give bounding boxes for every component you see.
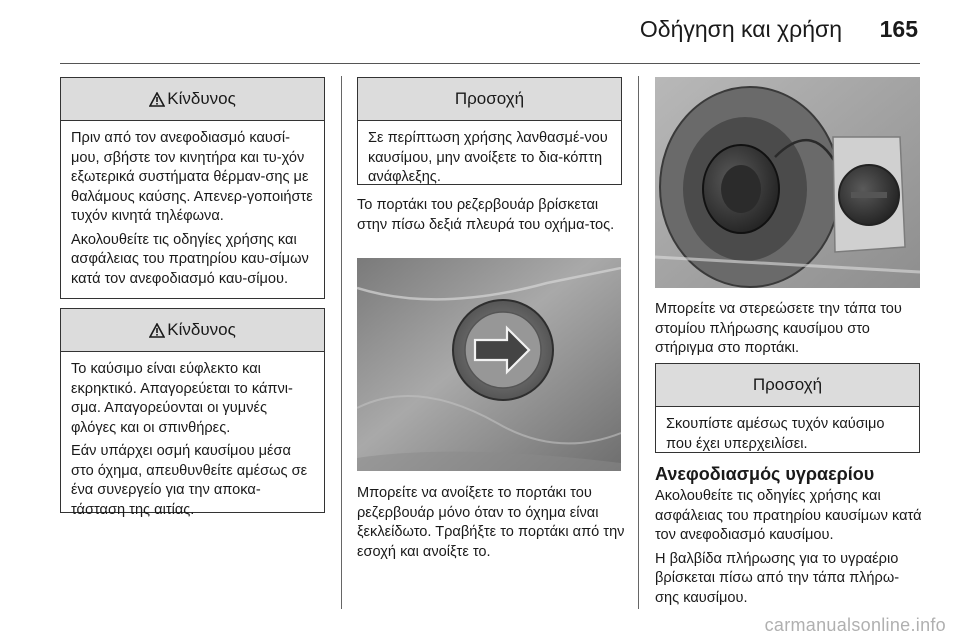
fuel-door-open-text <box>357 484 625 566</box>
warning-icon <box>149 92 165 107</box>
danger-box-1-header <box>61 78 324 121</box>
danger-box-2-header <box>61 309 324 352</box>
fuel-door-location-text <box>357 196 625 239</box>
lpg-section-body <box>655 487 923 612</box>
fuel-cap-holder-paragraph: Μπορείτε να στερεώσετε την τάπα του στομίου πλήρωσης καυσίμου στο στήριγμα στο πορτάκι. <box>655 301 902 356</box>
caution-box-2-body <box>656 407 919 454</box>
danger-box-1 <box>60 77 325 299</box>
fuel-door-open-paragraph: Μπορείτε να ανοίξετε το πορτάκι του ρεζερβουάρ μόνο όταν το όχημα είναι ξεκλείδωτο. Τραβήξτε το πορτάκι από την εσοχή και ανοίξτε το. <box>357 485 625 560</box>
page-number: 165 <box>879 16 918 42</box>
danger-box-1-paragraph-2: Ακολουθείτε τις οδηγίες χρήσης και ασφάλειας του πρατηρίου καυ-σίμων κατά τον ανεφοδιασμό καυ-σίμου. <box>71 231 309 287</box>
danger-box-1-paragraph-1: Πριν από τον ανεφοδιασμό καυσί-μου, σβήστε τον κινητήρα και τυ-χόν εξωτερικά συστήματα θέρμαν-σης με θαλάμους καύσης. Απενερ-γοποιήστε τυχόν κινητά τηλέφωνα. <box>71 130 313 224</box>
fuel-door-photo <box>357 258 621 471</box>
header-rule <box>60 63 920 64</box>
column-divider-1 <box>341 76 342 609</box>
danger-box-2-paragraph-1: Το καύσιμο είναι εύφλεκτο και εκρηκτικό. Απαγορεύεται το κάπνι-σμα. Απαγορεύονται οι γυμνές φλόγες και οι σπινθήρες. <box>71 361 293 436</box>
caution-box-1-title: Προσοχή <box>454 89 525 108</box>
danger-box-2-paragraph-2: Εάν υπάρχει οσμή καυσίμου μέσα στο όχημα, απευθυνθείτε αμέσως σε ένα συνεργείο για την αποκα-τάσταση της αιτίας. <box>71 443 308 518</box>
caution-box-1-header <box>358 78 621 121</box>
caution-box-1 <box>357 77 622 185</box>
warning-icon <box>149 323 165 338</box>
caution-box-2 <box>655 363 920 453</box>
caution-box-2-text: Σκουπίστε αμέσως τυχόν καύσιμο που έχει υπερχειλίσει. <box>666 416 885 452</box>
lpg-section-heading: Ανεφοδιασμός υγραερίου <box>655 464 875 484</box>
danger-box-2 <box>60 308 325 518</box>
column-divider-2 <box>638 76 639 609</box>
watermark: carmanualsonline.info <box>764 615 946 635</box>
page-title: Οδήγηση και χρήση <box>639 16 842 42</box>
caution-box-2-title: Προσοχή <box>752 375 823 394</box>
lpg-paragraph-1: Ακολουθείτε τις οδηγίες χρήσης και ασφάλειας του πρατηρίου καυσίμων κατά τον ανεφοδιασμό καυσίμου. <box>655 488 922 543</box>
danger-box-2-body <box>61 352 324 520</box>
caution-box-2-header <box>656 364 919 407</box>
fuel-cap-photo <box>655 77 920 288</box>
danger-box-1-title: Κίνδυνος <box>167 89 236 108</box>
page-header <box>0 0 960 64</box>
lpg-paragraph-2: Η βαλβίδα πλήρωσης για το υγραέριο βρίσκεται πίσω από την τάπα πλήρω-σης καυσίμου. <box>655 550 900 606</box>
caution-box-1-body <box>358 121 621 188</box>
fuel-door-location-paragraph: Το πορτάκι του ρεζερβουάρ βρίσκεται στην πίσω δεξιά πλευρά του οχήμα-τος. <box>357 197 615 233</box>
danger-box-2-title: Κίνδυνος <box>167 320 236 339</box>
fuel-cap-holder-text <box>655 300 923 363</box>
danger-box-1-body <box>61 121 324 289</box>
caution-box-1-text: Σε περίπτωση χρήσης λανθασμέ-νου καυσίμου, μην ανοίξετε το δια-κόπτη ανάφλεξης. <box>368 130 608 185</box>
